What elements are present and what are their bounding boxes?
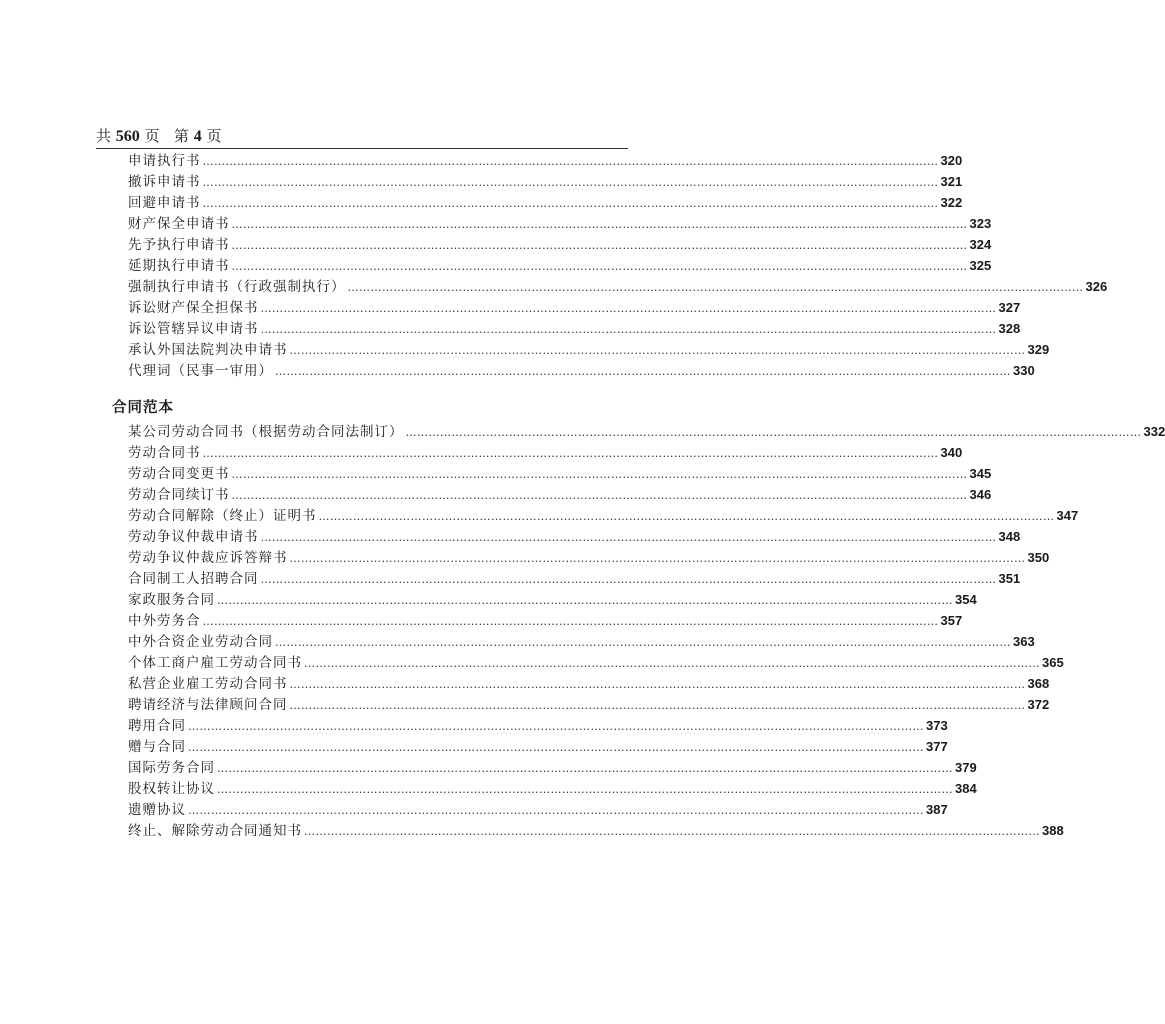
toc-entry[interactable]: [128, 631, 1035, 652]
toc-entry[interactable]: [128, 339, 1050, 360]
toc-leader-dots: …………………………………………………………………………………………………………………………………………………………………………: [289, 344, 1026, 357]
toc-entry-page: 346: [969, 487, 992, 502]
toc-entry[interactable]: [128, 547, 1050, 568]
toc-entry-title: 合同制工人招聘合同: [128, 571, 259, 587]
toc-entry-title: 代理词（民事一审用）: [128, 363, 273, 379]
toc-entry[interactable]: [128, 526, 1021, 547]
toc-entry-page: 387: [926, 802, 948, 817]
pages-word: 页: [144, 127, 160, 145]
toc-entry-page: 329: [1027, 342, 1050, 357]
toc-leader-dots: …………………………………………………………………………………………………………………………………………………………………………: [289, 678, 1026, 691]
toc-entry[interactable]: [128, 360, 1035, 381]
toc-leader-dots: …………………………………………………………………………………………………………………………………………………………………………: [289, 552, 1026, 565]
toc-entry-page: 363: [1013, 634, 1035, 649]
toc-entry[interactable]: [128, 652, 1064, 673]
toc-entry-title: 国际劳务合同: [128, 760, 215, 776]
toc-entry[interactable]: [128, 150, 963, 171]
section-title-contract-templates: 合同范本: [112, 400, 174, 416]
toc-entry-title: 财产保全申请书: [128, 216, 230, 232]
toc-entry-page: 320: [940, 153, 963, 168]
toc-entry-page: 351: [998, 571, 1021, 586]
toc-entry[interactable]: [128, 171, 963, 192]
toc-entry-page: 324: [969, 237, 992, 252]
toc-leader-dots: …………………………………………………………………………………………………………………………………………………………………………: [304, 657, 1040, 670]
toc-entry-page: 365: [1042, 655, 1064, 670]
toc-entry-page: 330: [1013, 363, 1035, 378]
page-suffix: 页: [206, 127, 222, 145]
toc-entry-title: 聘用合同: [128, 718, 186, 734]
toc-entry[interactable]: [128, 610, 963, 631]
header-prefix: 共: [96, 127, 112, 145]
toc-leader-dots: …………………………………………………………………………………………………………………………………………………………………………: [202, 155, 939, 168]
toc-entry-page: 357: [940, 613, 963, 628]
toc-leader-dots: …………………………………………………………………………………………………………………………………………………………………………: [202, 176, 939, 189]
page-header: [96, 126, 628, 146]
toc-entry[interactable]: [128, 505, 1079, 526]
toc-leader-dots: …………………………………………………………………………………………………………………………………………………………………………: [217, 762, 953, 775]
toc-entry[interactable]: [128, 463, 992, 484]
toc-entry-page: 321: [940, 174, 963, 189]
toc-leader-dots: …………………………………………………………………………………………………………………………………………………………………………: [260, 573, 997, 586]
toc-entry-page: 326: [1085, 279, 1108, 294]
toc-entry-title: 劳动合同书: [128, 445, 201, 461]
toc-entry-page: 327: [998, 300, 1021, 315]
toc-leader-dots: …………………………………………………………………………………………………………………………………………………………………………: [188, 804, 924, 817]
toc-leader-dots: …………………………………………………………………………………………………………………………………………………………………………: [275, 365, 1011, 378]
toc-leader-dots: …………………………………………………………………………………………………………………………………………………………………………: [347, 281, 1084, 294]
toc-entry-page: 325: [969, 258, 992, 273]
toc-entry[interactable]: [128, 297, 1021, 318]
toc-entry-title: 延期执行申请书: [128, 258, 230, 274]
toc-entry-title: 中外合资企业劳动合同: [128, 634, 273, 650]
toc-entry[interactable]: [128, 421, 1165, 442]
toc-entry[interactable]: [128, 757, 977, 778]
toc-entry-title: 劳动合同变更书: [128, 466, 230, 482]
toc-entry-title: 赠与合同: [128, 739, 186, 755]
toc-entry-page: 347: [1056, 508, 1079, 523]
toc-entry-title: 股权转让协议: [128, 781, 215, 797]
toc-entry-title: 诉讼财产保全担保书: [128, 300, 259, 316]
toc-entry-page: 372: [1027, 697, 1050, 712]
toc-entry-title: 终止、解除劳动合同通知书: [128, 823, 302, 839]
toc-list-contract-templates: [128, 421, 1165, 841]
header-rule: [96, 148, 628, 149]
toc-leader-dots: …………………………………………………………………………………………………………………………………………………………………………: [217, 783, 953, 796]
toc-entry[interactable]: [128, 820, 1064, 841]
toc-entry[interactable]: [128, 484, 992, 505]
toc-entry-title: 诉讼管辖异议申请书: [128, 321, 259, 337]
toc-entry[interactable]: [128, 568, 1021, 589]
toc-entry[interactable]: [128, 799, 948, 820]
toc-leader-dots: …………………………………………………………………………………………………………………………………………………………………………: [217, 594, 953, 607]
toc-leader-dots: …………………………………………………………………………………………………………………………………………………………………………: [304, 825, 1040, 838]
toc-entry-title: 劳动合同续订书: [128, 487, 230, 503]
toc-entry[interactable]: [128, 318, 1021, 339]
toc-entry-title: 劳动争议仲裁申请书: [128, 529, 259, 545]
toc-leader-dots: …………………………………………………………………………………………………………………………………………………………………………: [202, 615, 939, 628]
toc-entry-page: 348: [998, 529, 1021, 544]
toc-entry-title: 劳动争议仲裁应诉答辩书: [128, 550, 288, 566]
toc-entry-title: 承认外国法院判决申请书: [128, 342, 288, 358]
toc-entry-page: 384: [955, 781, 977, 796]
toc-entry-title: 个体工商户雇工劳动合同书: [128, 655, 302, 671]
toc-entry-page: 323: [969, 216, 992, 231]
toc-entry-page: 350: [1027, 550, 1050, 565]
toc-entry-title: 强制执行申请书（行政强制执行）: [128, 279, 346, 295]
toc-entry[interactable]: [128, 589, 977, 610]
toc-leader-dots: …………………………………………………………………………………………………………………………………………………………………………: [231, 218, 968, 231]
toc-entry-title: 某公司劳动合同书（根据劳动合同法制订）: [128, 424, 404, 440]
toc-entry[interactable]: [128, 778, 977, 799]
toc-entry-page: 379: [955, 760, 977, 775]
toc-leader-dots: …………………………………………………………………………………………………………………………………………………………………………: [260, 302, 997, 315]
toc-entry[interactable]: [128, 213, 992, 234]
toc-entry-page: 373: [926, 718, 948, 733]
toc-entry-title: 私营企业雇工劳动合同书: [128, 676, 288, 692]
toc-entry-title: 遗赠协议: [128, 802, 186, 818]
toc-entry[interactable]: [128, 715, 948, 736]
toc-leader-dots: …………………………………………………………………………………………………………………………………………………………………………: [289, 699, 1026, 712]
toc-entry-title: 劳动合同解除（终止）证明书: [128, 508, 317, 524]
toc-leader-dots: …………………………………………………………………………………………………………………………………………………………………………: [275, 636, 1011, 649]
toc-list-legal-documents: [128, 150, 1108, 381]
toc-entry-page: 345: [969, 466, 992, 481]
toc-entry[interactable]: [128, 442, 963, 463]
toc-entry[interactable]: [128, 192, 963, 213]
toc-leader-dots: …………………………………………………………………………………………………………………………………………………………………………: [231, 239, 968, 252]
toc-leader-dots: …………………………………………………………………………………………………………………………………………………………………………: [202, 197, 939, 210]
total-pages: 560: [115, 128, 140, 145]
toc-entry-page: 322: [940, 195, 963, 210]
toc-entry-page: 340: [940, 445, 963, 460]
toc-entry-page: 328: [998, 321, 1021, 336]
current-page: 4: [193, 128, 202, 145]
toc-leader-dots: …………………………………………………………………………………………………………………………………………………………………………: [202, 447, 939, 460]
toc-entry[interactable]: [128, 255, 992, 276]
toc-entry-page: 332: [1143, 424, 1165, 439]
toc-leader-dots: …………………………………………………………………………………………………………………………………………………………………………: [260, 323, 997, 336]
toc-entry[interactable]: [128, 694, 1050, 715]
toc-leader-dots: …………………………………………………………………………………………………………………………………………………………………………: [188, 720, 924, 733]
toc-leader-dots: …………………………………………………………………………………………………………………………………………………………………………: [231, 489, 968, 502]
toc-entry[interactable]: [128, 276, 1108, 297]
toc-leader-dots: …………………………………………………………………………………………………………………………………………………………………………: [318, 510, 1055, 523]
toc-entry[interactable]: [128, 234, 992, 255]
toc-entry-title: 先予执行申请书: [128, 237, 230, 253]
toc-entry-title: 撤诉申请书: [128, 174, 201, 190]
toc-entry-title: 申请执行书: [128, 153, 201, 169]
toc-leader-dots: …………………………………………………………………………………………………………………………………………………………………………: [188, 741, 924, 754]
toc-entry-page: 368: [1027, 676, 1050, 691]
toc-leader-dots: …………………………………………………………………………………………………………………………………………………………………………: [231, 260, 968, 273]
toc-entry-page: 377: [926, 739, 948, 754]
toc-entry[interactable]: [128, 673, 1050, 694]
toc-entry-title: 聘请经济与法律顾问合同: [128, 697, 288, 713]
toc-entry-page: 354: [955, 592, 977, 607]
toc-entry[interactable]: [128, 736, 948, 757]
toc-entry-page: 388: [1042, 823, 1064, 838]
toc-leader-dots: …………………………………………………………………………………………………………………………………………………………………………: [405, 426, 1142, 439]
toc-entry-title: 回避申请书: [128, 195, 201, 211]
toc-leader-dots: …………………………………………………………………………………………………………………………………………………………………………: [260, 531, 997, 544]
page-prefix: 第: [173, 127, 189, 145]
toc-leader-dots: …………………………………………………………………………………………………………………………………………………………………………: [231, 468, 968, 481]
toc-entry-title: 家政服务合同: [128, 592, 215, 608]
toc-entry-title: 中外劳务合: [128, 613, 201, 629]
